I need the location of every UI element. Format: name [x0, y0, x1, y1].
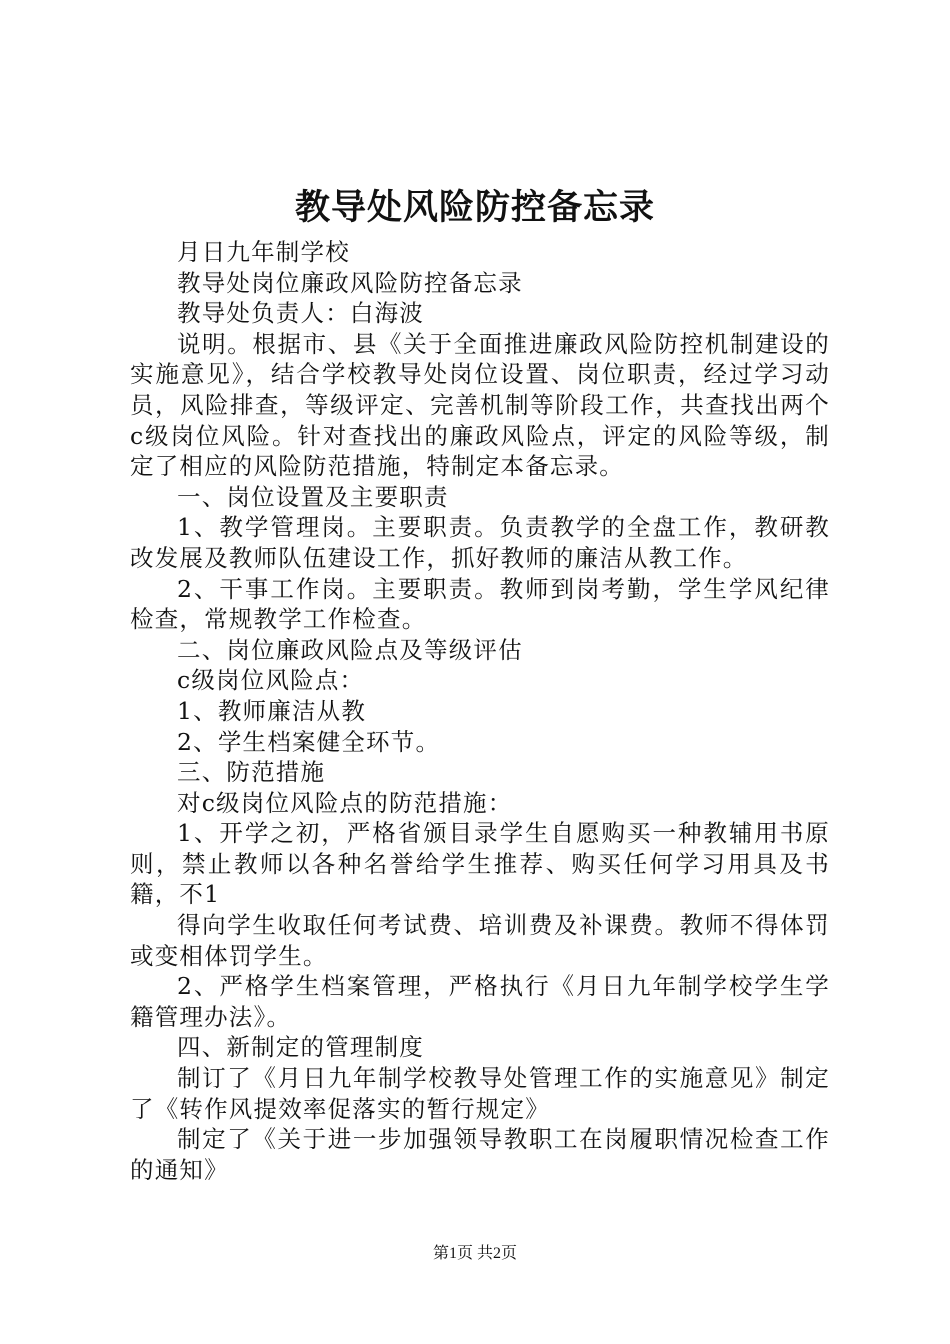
- paragraph: 1、开学之初，严格省颁目录学生自愿购买一种教辅用书原则，禁止教师以各种名誉给学生推荐、购买任何学习用具及书籍，不1: [130, 819, 830, 909]
- paragraph: 对c级岗位风险点的防范措施：: [177, 788, 513, 817]
- paragraph: 月日九年制学校: [177, 238, 350, 266]
- paragraph: 说明。根据市、县《关于全面推进廉政风险防控机制建设的实施意见》，结合学校教导处岗位设置、岗位职责，经过学习动员，风险排查，等级评定、完善机制等阶段工作，共查找出两个c级岗位风险。针对查找出的廉政风险点，评定的风险等级，制定了相应的风险防范措施，特制定本备忘录。: [130, 329, 830, 481]
- paragraph: 2、学生档案健全环节。: [177, 727, 441, 756]
- paragraph: 得向学生收取任何考试费、培训费及补课费。教师不得体罚或变相体罚学生。: [130, 911, 830, 970]
- paragraph: 教导处岗位廉政风险防控备忘录: [177, 268, 523, 297]
- paragraph: 2、严格学生档案管理，严格执行《月日九年制学校学生学籍管理办法》。: [130, 972, 830, 1031]
- paragraph: 1、教学管理岗。主要职责。负责教学的全盘工作，教研教改发展及教师队伍建设工作，抓好教师的廉洁从教工作。: [130, 513, 830, 572]
- section-heading: 一、岗位设置及主要职责: [177, 482, 449, 511]
- page-footer: 第1页 共2页: [432, 1245, 517, 1262]
- paragraph: 制定了《关于进一步加强领导教职工在岗履职情况检查工作的通知》: [130, 1125, 830, 1184]
- paragraph: 教导处负责人：白海波: [177, 299, 424, 328]
- paragraph: 1、教师廉洁从教: [177, 696, 367, 725]
- paragraph: 2、干事工作岗。主要职责。教师到岗考勤，学生学风纪律检查，常规教学工作检查。: [130, 574, 830, 634]
- paragraph: 制订了《月日九年制学校教导处管理工作的实施意见》制定了《转作风提效率促落实的暂行规定》: [130, 1064, 830, 1123]
- paragraph: c级岗位风险点：: [177, 666, 365, 695]
- section-heading: 三、防范措施: [177, 758, 326, 787]
- section-heading: 四、新制定的管理制度: [177, 1033, 424, 1062]
- document-title: 教导处风险防控备忘录: [294, 187, 655, 228]
- section-heading: 二、岗位廉政风险点及等级评估: [177, 635, 523, 664]
- document-body: [130, 237, 830, 1185]
